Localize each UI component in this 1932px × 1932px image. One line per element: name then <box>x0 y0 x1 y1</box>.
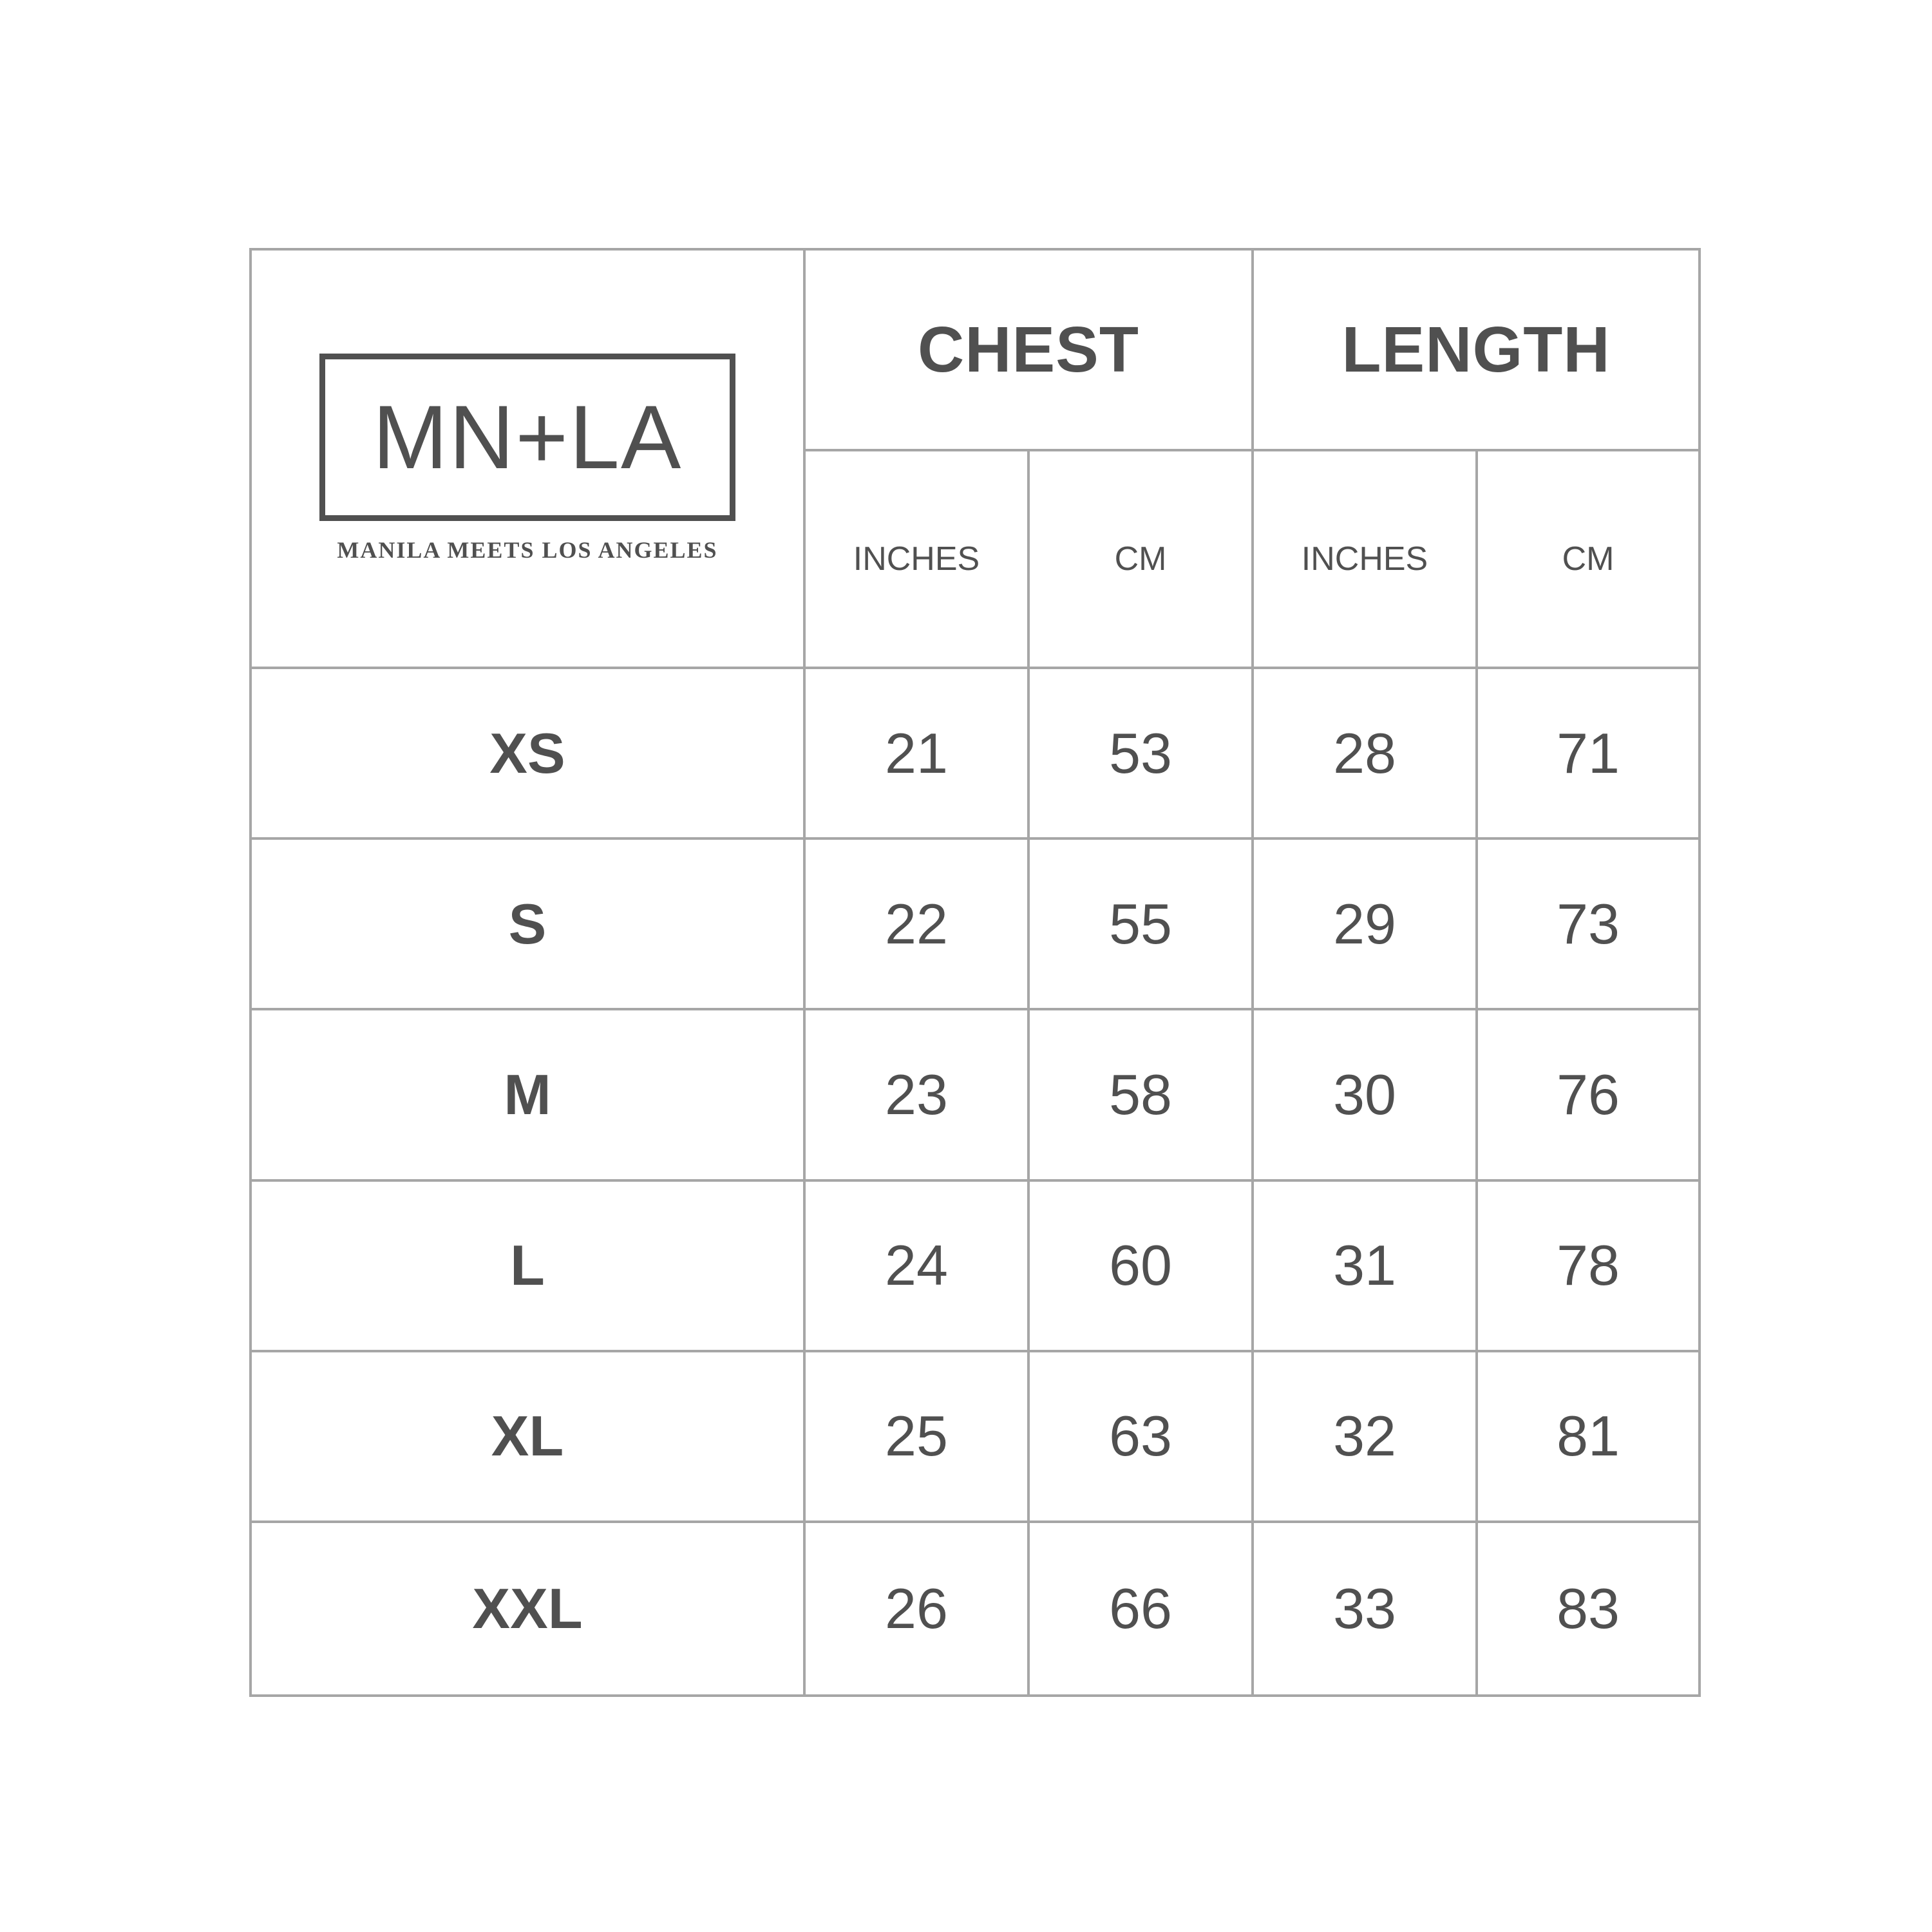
size-label: M <box>251 1009 804 1180</box>
length-cm-value: 78 <box>1477 1180 1700 1351</box>
table-row <box>251 1009 1700 1180</box>
length-inches-value: 28 <box>1253 668 1477 838</box>
chest-inches-value: 23 <box>804 1009 1028 1180</box>
length-cm-value: 76 <box>1477 1009 1700 1180</box>
chest-cm-value: 55 <box>1028 838 1253 1009</box>
length-cm-value: 73 <box>1477 838 1700 1009</box>
table-row <box>251 1180 1700 1351</box>
length-cm-header: CM <box>1477 450 1700 668</box>
length-cm-value: 83 <box>1477 1522 1700 1696</box>
chest-cm-value: 63 <box>1028 1351 1253 1522</box>
chest-cm-value: 60 <box>1028 1180 1253 1351</box>
table-row <box>251 1522 1700 1696</box>
length-inches-value: 29 <box>1253 838 1477 1009</box>
length-inches-value: 33 <box>1253 1522 1477 1696</box>
logo-box <box>319 354 735 521</box>
header-row-groups <box>251 249 1700 450</box>
brand-logo <box>319 354 735 564</box>
chest-inches-header: INCHES <box>804 450 1028 668</box>
chest-cm-value: 58 <box>1028 1009 1253 1180</box>
length-inches-value: 31 <box>1253 1180 1477 1351</box>
chest-cm-value: 53 <box>1028 668 1253 838</box>
chest-inches-value: 25 <box>804 1351 1028 1522</box>
chest-inches-value: 26 <box>804 1522 1028 1696</box>
length-cm-value: 81 <box>1477 1351 1700 1522</box>
length-header: LENGTH <box>1253 249 1700 450</box>
size-label: XL <box>251 1351 804 1522</box>
size-label: L <box>251 1180 804 1351</box>
size-label: S <box>251 838 804 1009</box>
size-chart-table <box>249 248 1701 1697</box>
length-inches-header: INCHES <box>1253 450 1477 668</box>
chest-inches-value: 21 <box>804 668 1028 838</box>
table-row <box>251 1351 1700 1522</box>
logo-mark: MN+LA <box>372 386 683 488</box>
table-row <box>251 838 1700 1009</box>
logo-cell <box>251 249 804 668</box>
chest-inches-value: 24 <box>804 1180 1028 1351</box>
table-row <box>251 668 1700 838</box>
size-label: XXL <box>251 1522 804 1696</box>
chest-cm-header: CM <box>1028 450 1253 668</box>
length-inches-value: 30 <box>1253 1009 1477 1180</box>
chest-inches-value: 22 <box>804 838 1028 1009</box>
length-cm-value: 71 <box>1477 668 1700 838</box>
chest-cm-value: 66 <box>1028 1522 1253 1696</box>
size-label: XS <box>251 668 804 838</box>
chest-header: CHEST <box>804 249 1253 450</box>
logo-tagline: MANILA MEETS LOS ANGELES <box>337 537 718 564</box>
length-inches-value: 32 <box>1253 1351 1477 1522</box>
